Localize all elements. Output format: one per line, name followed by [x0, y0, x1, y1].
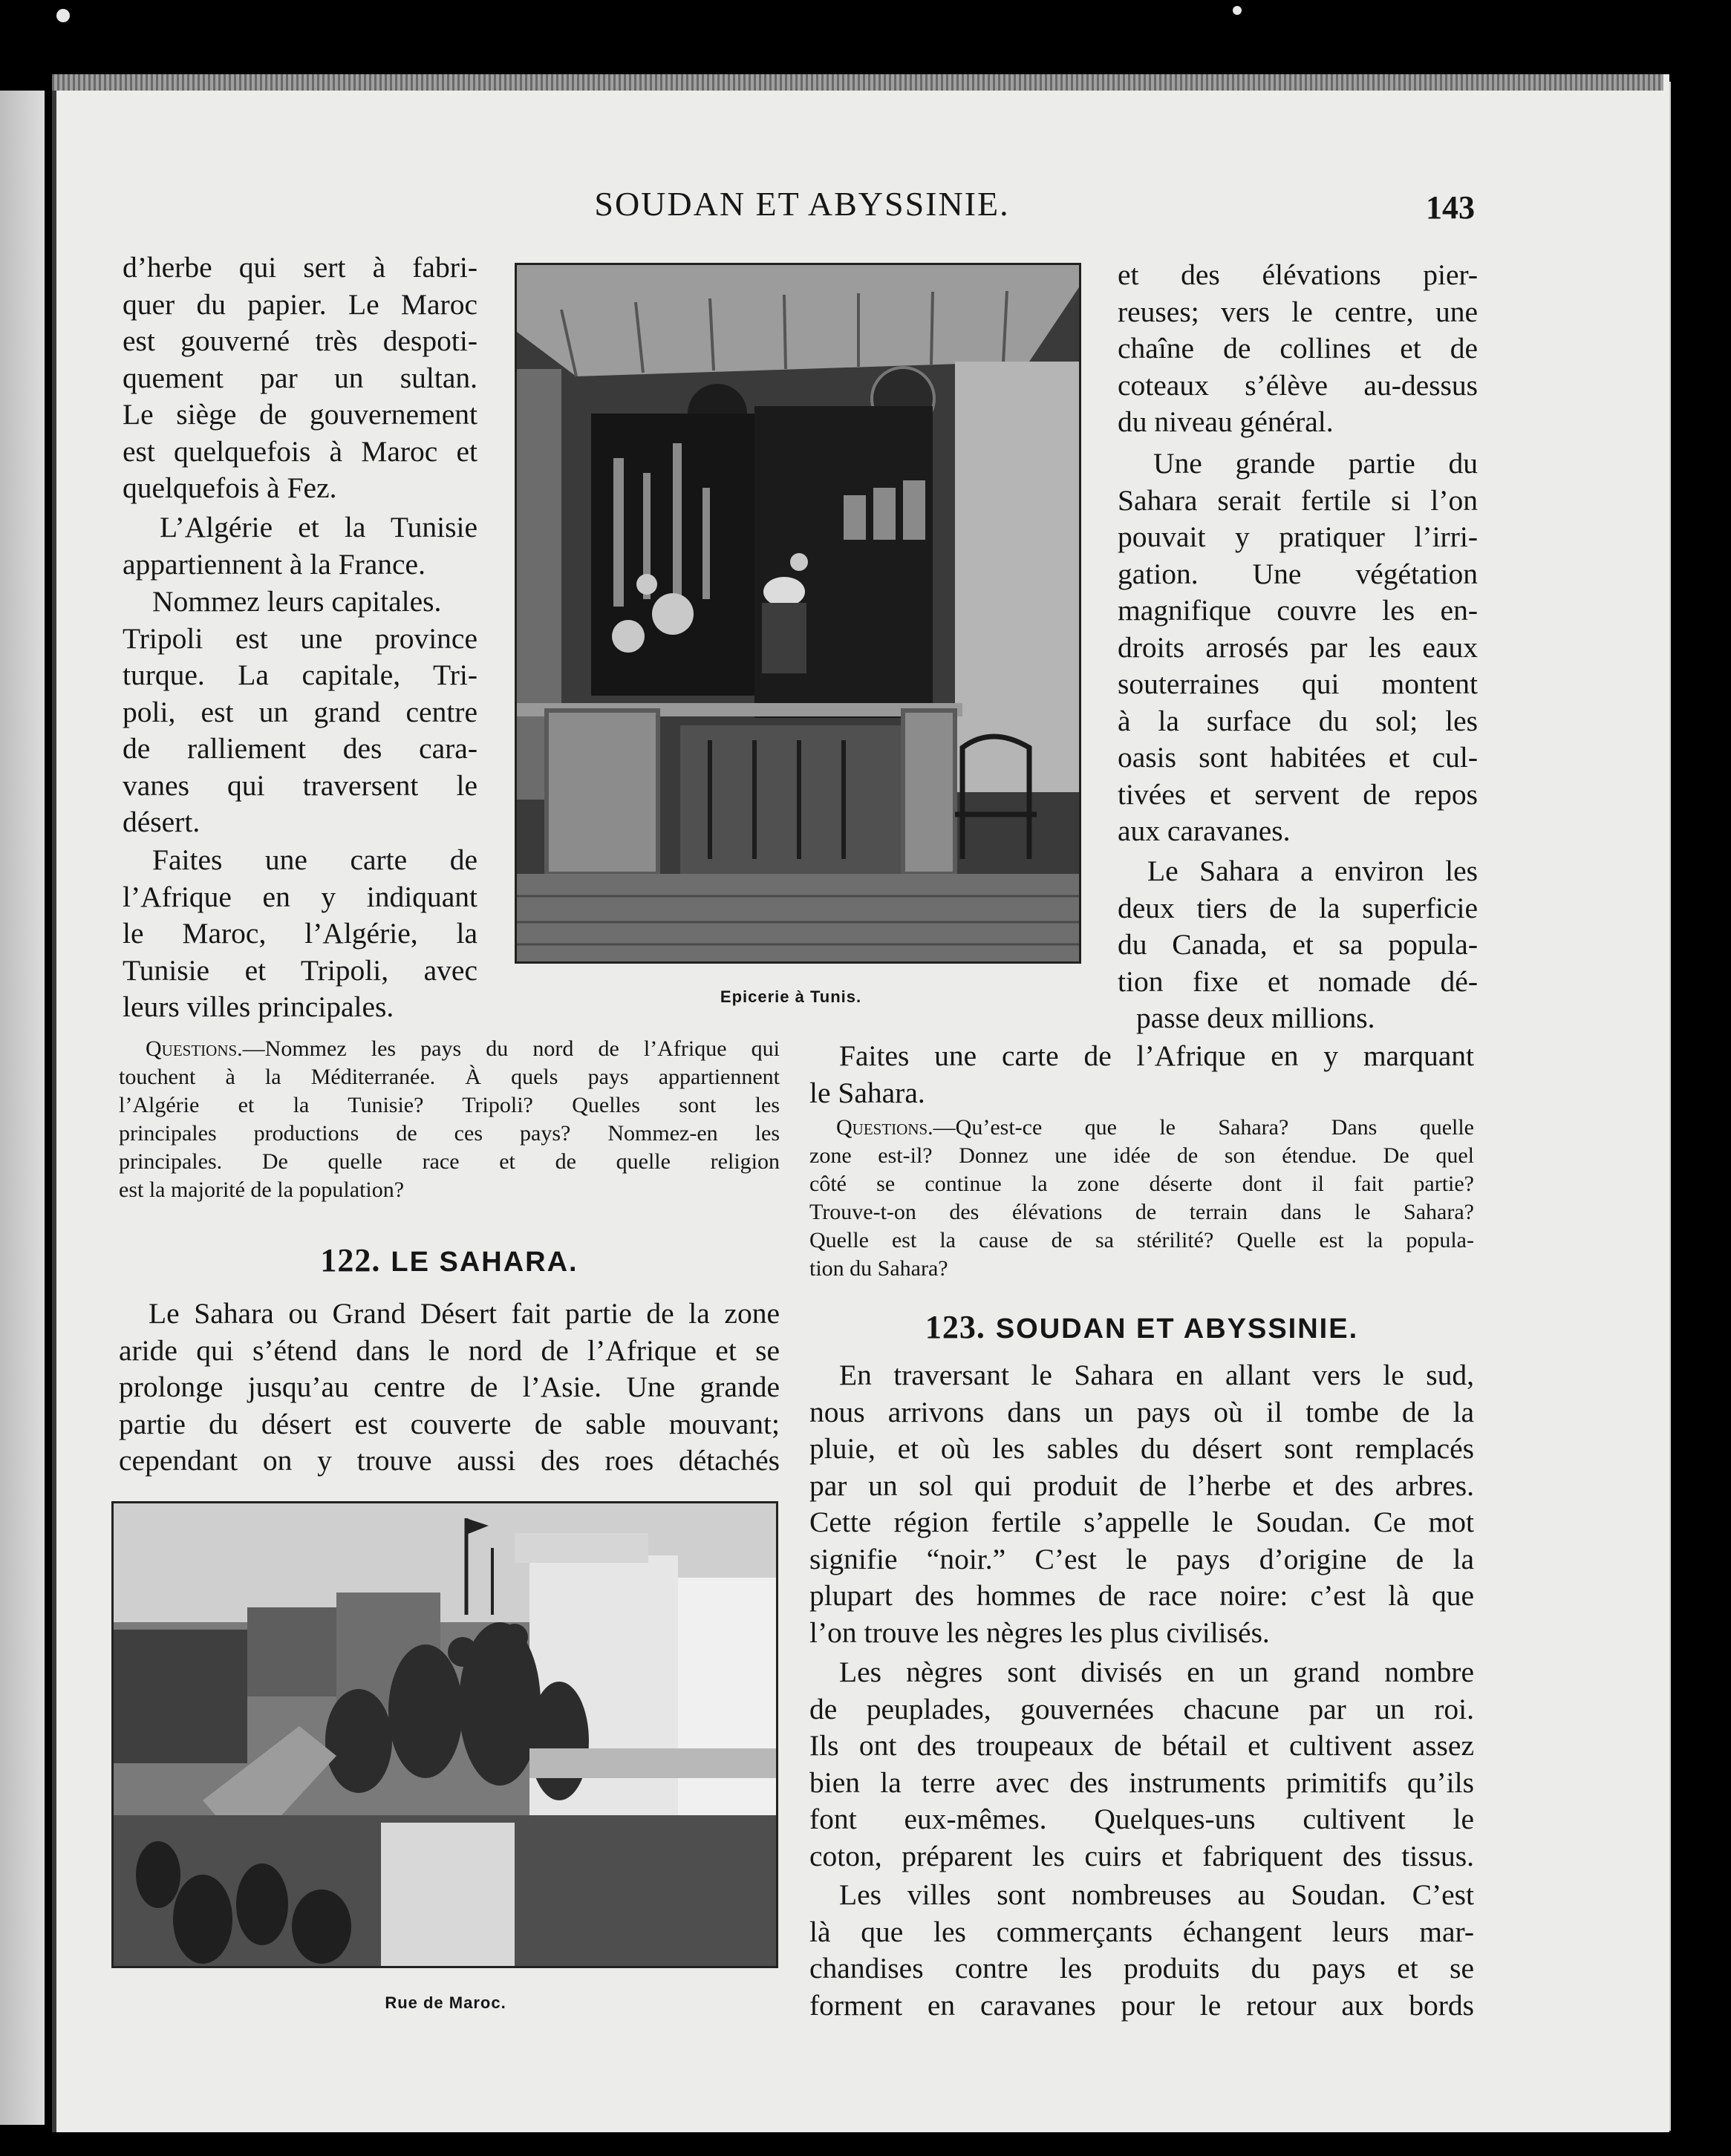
right-para-1: et des élévations pier- reuses; vers le centre, une chaîne de collines et de coteaux s’élève au-dessus du niveau général. [1118, 258, 1478, 438]
section-123-number: 123. [925, 1309, 985, 1345]
photo-rue-de-maroc [111, 1501, 778, 1968]
left-para-1: d’herbe qui sert à fabri- quer du papier. Le Maroc est gouverné très despoti- quement par un sultan. Le siège de gouvernement est quelquefois à Maroc et quelquefois à Fez. [123, 251, 477, 504]
right-para-2: Une grande partie du Sahara serait fertile si l’on pouvait y pratiquer l’irri- gation. Une végétation magnifique couvre les en- droits arrosés par les eaux souterraines qui montent à la surface du sol; les oasis sont habitées et cul- tivées et servent de repos aux caravanes. [1118, 447, 1478, 847]
section-123-para-1: En traversant le Sahara en allant vers le sud, nous arrivons dans un pays où il tombe de la pluie, et où les sables du désert sont remplacés par un sol qui produit de l’herbe et des arbres. Cette région fertile s’appelle le Soudan. Ce mot signifie “noir.” C’est le pays d’origine de la plupart des hommes de race noire: c’est là que l’on trouve les nègres les plus civilisés. [809, 1359, 1474, 1649]
scan-hole-right [1233, 6, 1242, 15]
street-illustration [114, 1503, 776, 1966]
section-122-number: 122. [320, 1242, 381, 1278]
section-122-heading [119, 1241, 780, 1279]
right-para-4: Faites une carte de l’Afrique en y marquant le Sahara. [809, 1039, 1474, 1109]
left-para-2: L’Algérie et la Tunisie appartiennent à la France. [123, 511, 477, 581]
adjacent-page-edge [0, 91, 45, 2125]
section-123-para-2: Les nègres sont divisés en un grand nombre de peuplades, gouvernées chacune par un roi. Ils ont des troupeaux de bétail et cultivent assez bien la terre avec des instruments primitifs qu’ils font eux-mêmes. Quelques-uns cultivent le coton, préparent les cuirs et fabriquent des tissus. [809, 1656, 1474, 1872]
right-para-3: Le Sahara a environ les deux tiers de la superficie du Canada, et sa popula- tion fixe et nomade dé- passe deux millions. [1118, 855, 1478, 1034]
shop-illustration [517, 265, 1079, 961]
section-123-heading [809, 1308, 1474, 1346]
section-123-title: SOUDAN ET ABYSSINIE. [995, 1313, 1359, 1345]
scan-hole-left [56, 9, 70, 22]
section-122-text: Le Sahara ou Grand Désert fait partie de la zone aride qui s’étend dans le nord de l’Afrique et se prolonge jusqu’au centre de l’Asie. Une grande partie du désert est couverte de sable mouvant; cependant on y trouve aussi des roes détachés [119, 1297, 780, 1477]
questions-right-label: Questions. [836, 1115, 933, 1140]
page-top-band [52, 74, 1663, 91]
questions-left: Questions.—Nommez les pays du nord de l’Afrique qui touchent à la Méditerranée. À quels pays appartiennent l’Algérie et la Tunisie? Tripoli? Quelles sont les principales productions de ces pays? Nommez-en les principales. De quelle race et de quelle religion est la majorité de la population? [119, 1036, 780, 1202]
caption-rue-de-maroc: Rue de Maroc. [385, 1993, 506, 2012]
questions-left-label: Questions. [146, 1036, 243, 1061]
questions-right: Questions.—Qu’est-ce que le Sahara? Dans quelle zone est-il? Donnez une idée de son étendue. De quel côté se continue la zone déserte dont il fait partie? Trouve-t-on des élévations de terrain dans le Sahara? Quelle est la cause de sa stérilité? Quelle est la popula- tion du Sahara? [809, 1115, 1474, 1281]
page-number: 143 [1426, 189, 1475, 226]
running-head: SOUDAN ET ABYSSINIE. [594, 185, 1010, 223]
section-122-title: LE SAHARA. [391, 1247, 578, 1278]
left-para-3: Nommez leurs capitales. Tripoli est une province turque. La capitale, Tri- poli, est un grand centre de ralliement des cara- vanes qui traversent le désert. [123, 585, 477, 838]
photo-epicerie-tunis [515, 263, 1081, 964]
caption-epicerie-tunis: Epicerie à Tunis. [720, 987, 862, 1006]
section-123-para-3: Les villes sont nombreuses au Soudan. C’est là que les commerçants échangent leurs mar- chandises contre les produits du pays et se forment en caravanes pour le retour aux bords [809, 1878, 1474, 2022]
left-para-4: Faites une carte de l’Afrique en y indiquant le Maroc, l’Algérie, la Tunisie et Tripoli, avec leurs villes principales. [123, 843, 477, 1023]
